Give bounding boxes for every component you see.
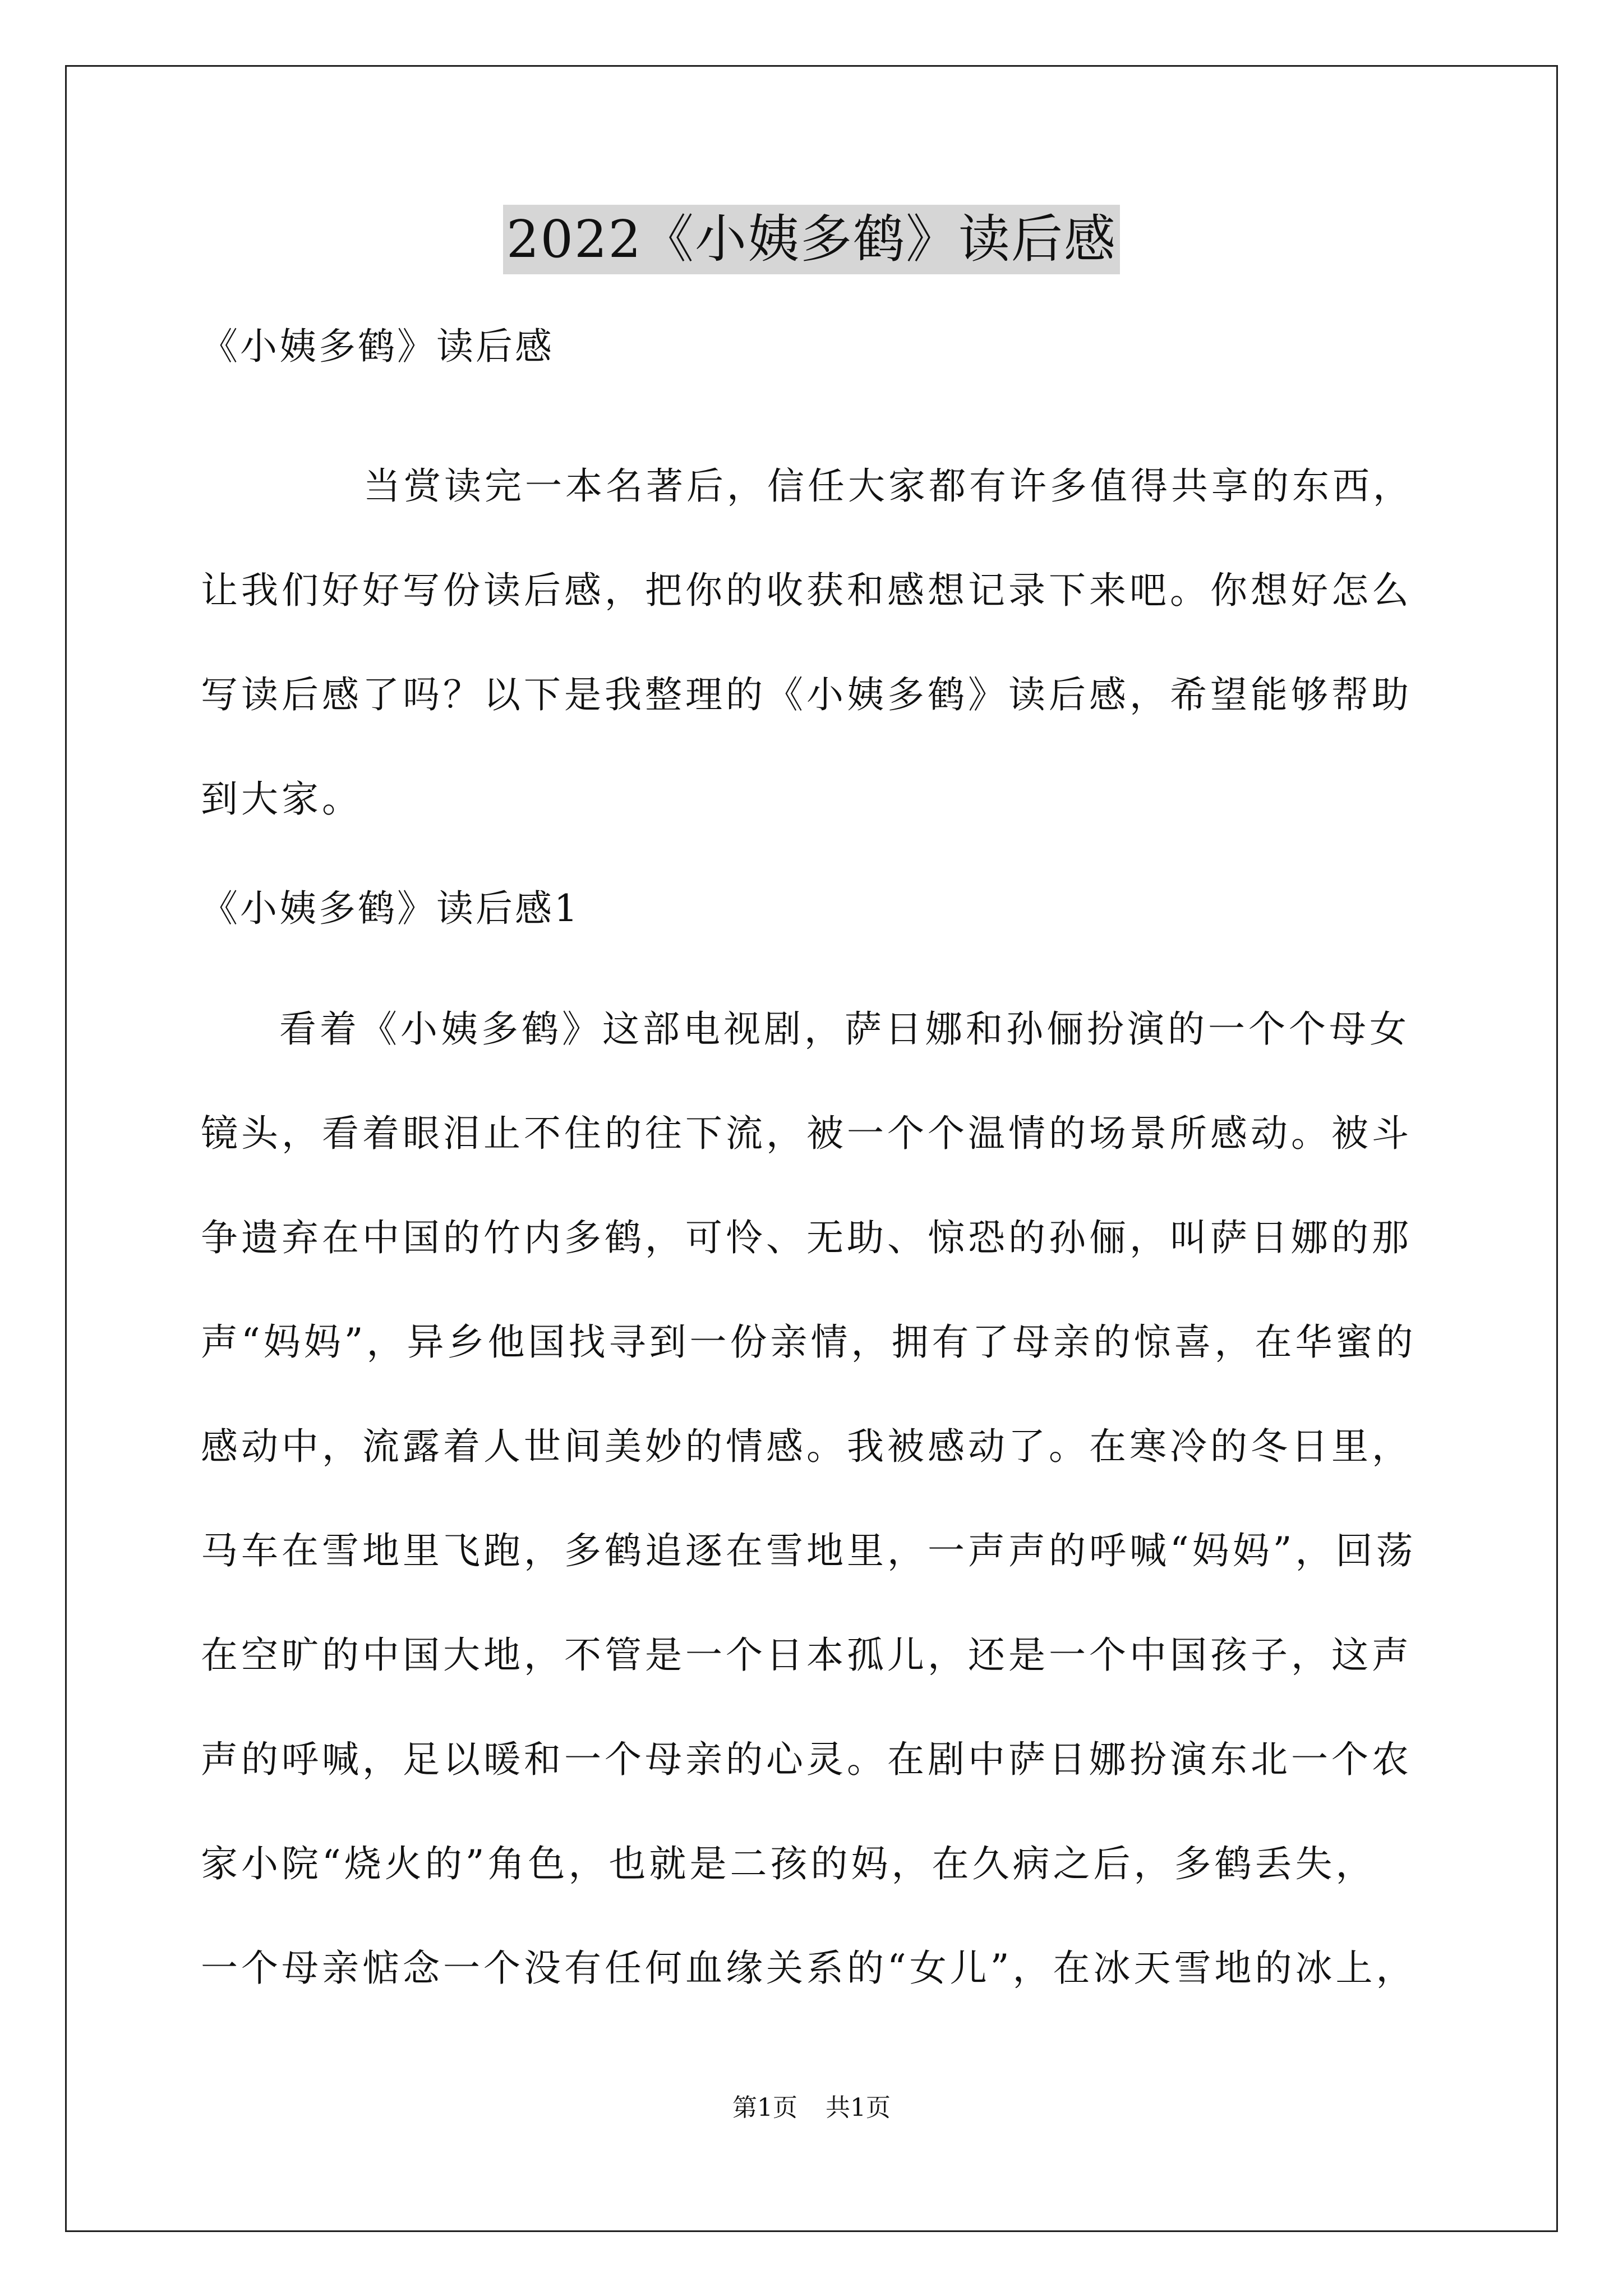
paragraph-line: 马车在雪地里飞跑，多鹤追逐在雪地里，一声声的呼喊“妈妈”，回荡 bbox=[201, 1529, 1417, 1572]
intro-paragraph bbox=[201, 434, 1435, 852]
paragraph-line: 声“妈妈”，异乡他国找寻到一份亲情，拥有了母亲的惊喜，在华蜜的 bbox=[201, 1320, 1417, 1364]
document-title: 2022《小姨多鹤》读后感 bbox=[503, 205, 1120, 274]
paragraph-line: 看着《小姨多鹤》这部电视剧，萨日娜和孙俪扮演的一个个母女 bbox=[279, 1007, 1410, 1051]
paragraph-line: 感动中，流露着人世间美妙的情感。我被感动了。在寒冷的冬日里， bbox=[201, 1425, 1412, 1468]
body-paragraph bbox=[201, 977, 1435, 2021]
paragraph-line: 到大家。 bbox=[201, 777, 362, 821]
paragraph-line: 让我们好好写份读后感，把你的收获和感想记录下来吧。你想好怎么 bbox=[201, 569, 1412, 612]
paragraph-line: 在空旷的中国大地，不管是一个日本孤儿，还是一个中国孩子，这声 bbox=[201, 1634, 1412, 1677]
paragraph-line: 当赏读完一本名著后，信任大家都有许多值得共享的东西， bbox=[363, 464, 1413, 508]
paragraph-line: 争遗弃在中国的竹内多鹤，可怜、无助、惊恐的孙俪，叫萨日娜的那 bbox=[201, 1216, 1412, 1259]
page-footer bbox=[0, 2091, 1623, 2125]
paragraph-line: 镜头，看着眼泪止不住的往下流，被一个个温情的场景所感动。被斗 bbox=[201, 1112, 1412, 1155]
page-total: 共1页 bbox=[826, 2093, 891, 2122]
paragraph-line: 声的呼喊，足以暖和一个母亲的心灵。在剧中萨日娜扮演东北一个农 bbox=[201, 1738, 1412, 1781]
page-number: 第1页 bbox=[732, 2093, 797, 2122]
paragraph-line: 家小院“烧火的”角色，也就是二孩的妈，在久病之后，多鹤丢失， bbox=[201, 1842, 1376, 1885]
subtitle-heading: 《小姨多鹤》读后感 bbox=[201, 325, 554, 368]
title-container bbox=[0, 205, 1623, 274]
paragraph-line: 写读后感了吗？以下是我整理的《小姨多鹤》读后感，希望能够帮助 bbox=[201, 673, 1412, 716]
section-heading: 《小姨多鹤》读后感1 bbox=[201, 887, 580, 930]
paragraph-line: 一个母亲惦念一个没有任何血缘关系的“女儿”，在冰天雪地的冰上， bbox=[201, 1947, 1417, 1990]
